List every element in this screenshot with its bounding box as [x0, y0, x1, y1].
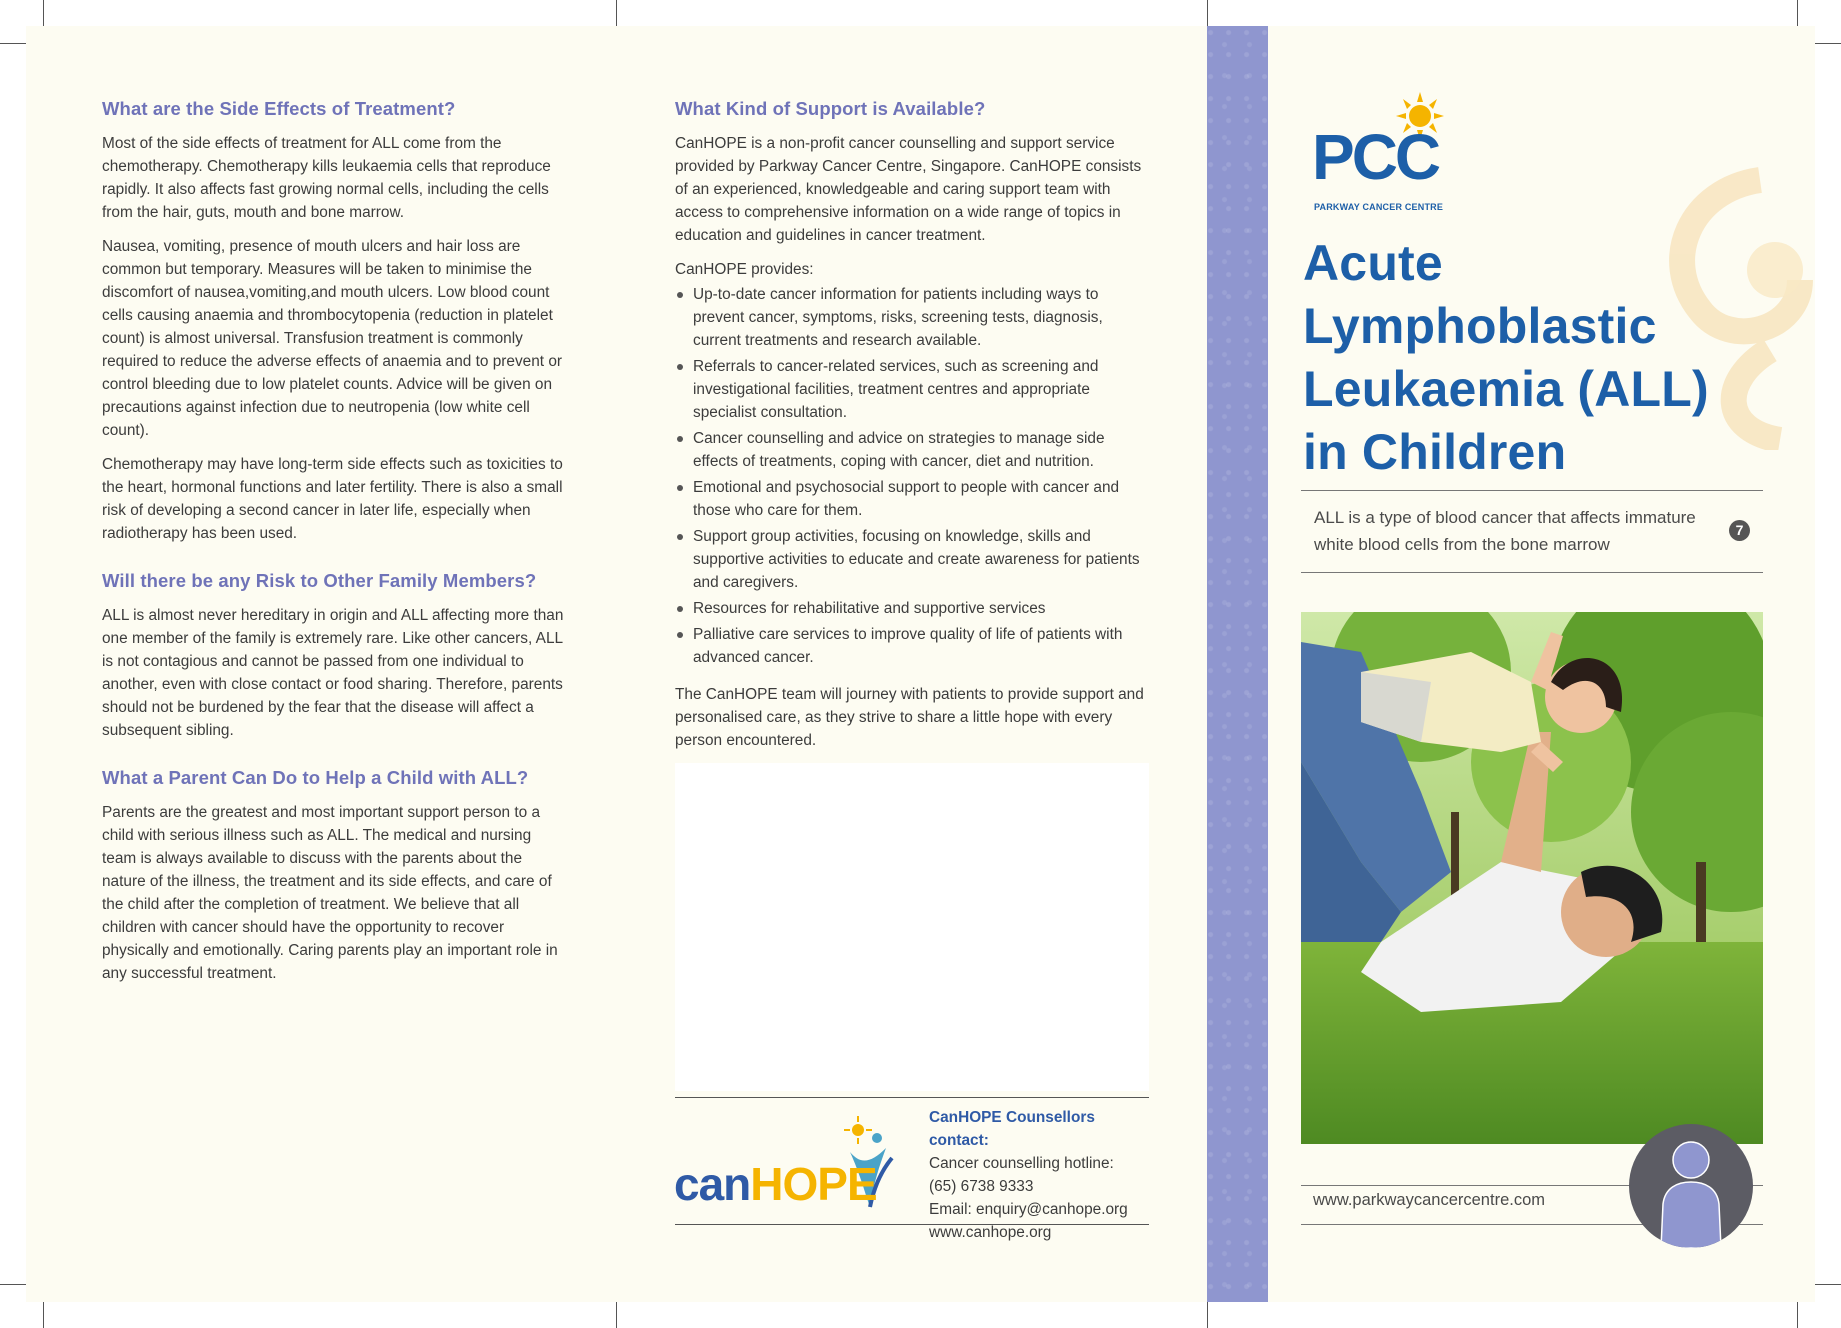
title-line: Acute	[1303, 235, 1443, 291]
title-line: Lymphoblastic	[1303, 298, 1657, 354]
pcc-logo	[1310, 92, 1470, 222]
contact-email[interactable]: Email: enquiry@canhope.org	[929, 1201, 1128, 1218]
parkway-website[interactable]: www.parkwaycancercentre.com	[1313, 1191, 1545, 1209]
crop-mark	[616, 0, 617, 26]
side-effects-heading: What are the Side Effects of Treatment?	[102, 98, 456, 119]
crop-mark	[1797, 1302, 1798, 1328]
crop-mark	[0, 1284, 26, 1285]
crop-mark	[1207, 1302, 1208, 1328]
contact-title: CanHOPE Counsellors contact:	[929, 1109, 1095, 1149]
parent-help-heading: What a Parent Can Do to Help a Child with ALL?	[102, 767, 529, 788]
list-item: Resources for rehabilitative and supportive services	[675, 597, 1151, 620]
canhope-wordmark-hope: HOPE	[750, 1158, 877, 1210]
cover-photo	[1301, 612, 1763, 1144]
child-silhouette-icon	[1629, 1124, 1753, 1248]
hotline-label: Cancer counselling hotline:	[929, 1155, 1114, 1172]
title-line: in Children	[1303, 424, 1567, 480]
contact-block	[929, 1106, 1159, 1244]
support-heading: What Kind of Support is Available?	[675, 98, 986, 119]
canhope-logo	[674, 1112, 914, 1212]
subtitle: ALL is a type of blood cancer that affects immature white blood cells from the bone marrow	[1314, 508, 1696, 554]
crop-mark	[1815, 1284, 1841, 1285]
side-effects-paragraph: Most of the side effects of treatment for ALL come from the chemotherapy. Chemotherapy kills leukaemia cells that reproduce rapidly. It also affects fast growing normal cells, including the cells from the hair, guts, mouth and bone marrow.	[102, 135, 551, 221]
parent-help-paragraph: Parents are the greatest and most important support person to a child with serious illness such as ALL. The medical and nursing team is always available to discuss with the parents about the nature of the illness, the treatment and its side effects, and care of the child after the completion of treatment. We believe that all children with cancer should have the opportunity to recover physically and emotionally. Caring parents play an important role in any successful treatment.	[102, 804, 558, 982]
crop-mark	[1797, 0, 1798, 26]
page-number-badge: 7	[1729, 520, 1750, 541]
hotline-phone[interactable]: (65) 6738 9333	[929, 1178, 1034, 1195]
list-item: Support group activities, focusing on knowledge, skills and supportive activities to educate and create awareness for patients and caregivers.	[675, 525, 1151, 594]
list-item: Emotional and psychosocial support to people with cancer and those who care for them.	[675, 476, 1151, 522]
blank-panel	[675, 763, 1149, 1091]
provides-list	[675, 283, 1151, 669]
crop-mark	[1815, 43, 1841, 44]
father-child-photo	[1301, 612, 1763, 1144]
family-risk-heading: Will there be any Risk to Other Family Members?	[102, 570, 537, 591]
subtitle-divider	[1301, 572, 1763, 573]
crop-mark	[43, 1302, 44, 1328]
list-item: Referrals to cancer-related services, such as screening and investigational facilities, treatment centres and appropriate specialist consultation.	[675, 355, 1151, 424]
contact-divider	[675, 1097, 1149, 1098]
crop-mark	[1207, 0, 1208, 26]
list-item: Cancer counselling and advice on strategies to manage side effects of treatments, coping with cancer, diet and nutrition.	[675, 427, 1151, 473]
pcc-letters: PCC	[1312, 121, 1439, 193]
title-line: Leukaemia (ALL)	[1303, 361, 1709, 417]
crop-mark	[0, 43, 26, 44]
crop-mark	[616, 1302, 617, 1328]
pcc-name: PARKWAY CANCER CENTRE	[1314, 202, 1444, 212]
subtitle-divider	[1301, 490, 1763, 491]
list-item: Palliative care services to improve quality of life of patients with advanced cancer.	[675, 623, 1151, 669]
fold-stripe-texture	[1207, 26, 1268, 1302]
list-item: Up-to-date cancer information for patients including ways to prevent cancer, symptoms, risks, screening tests, diagnosis, current treatments and research available.	[675, 283, 1151, 352]
provides-label: CanHOPE provides:	[675, 261, 814, 278]
support-intro: CanHOPE is a non-profit cancer counselling and support service provided by Parkway Cancer Centre, Singapore. CanHOPE consists of an experienced, knowledgeable and caring support team with access to comprehensive information on a wide range of topics in education and guidelines in cancer treatment.	[675, 135, 1142, 244]
middle-column	[675, 98, 1151, 763]
canhope-wordmark	[674, 1157, 877, 1211]
left-column	[102, 98, 564, 996]
family-risk-paragraph: ALL is almost never hereditary in origin and ALL affecting more than one member of the family is extremely rare. Like other cancers, ALL is not contagious and cannot be passed from one individual to another, even with close contact or food sharing. Therefore, parents should not be burdened by the fear that the disease will affect a subsequent sibling.	[102, 607, 564, 739]
side-effects-paragraph: Chemotherapy may have long-term side effects such as toxicities to the heart, hormonal functions and later fertility. There is also a small risk of developing a second cancer in later life, especially when radiotherapy has been used.	[102, 456, 563, 542]
canhope-wordmark-can: can	[674, 1158, 751, 1210]
contact-website[interactable]: www.canhope.org	[929, 1224, 1052, 1241]
crop-mark	[43, 0, 44, 26]
support-closing: The CanHOPE team will journey with patients to provide support and personalised care, as they strive to share a little hope with every person encountered.	[675, 686, 1144, 749]
side-effects-paragraph: Nausea, vomiting, presence of mouth ulcers and hair loss are common but temporary. Measures will be taken to minimise the discomfort of nausea,vomiting,and mouth ulcers. Low blood count cells causing anaemia and thrombocytopenia (reduction in platelet count) is almost universal. Transfusion treatment is commonly required to reduce the adverse effects of anaemia and to prevent or control bleeding due to low platelet counts. Advice will be given on precautions against infection due to neutropenia (low white cell count).	[102, 238, 563, 439]
page-title	[1303, 232, 1773, 484]
